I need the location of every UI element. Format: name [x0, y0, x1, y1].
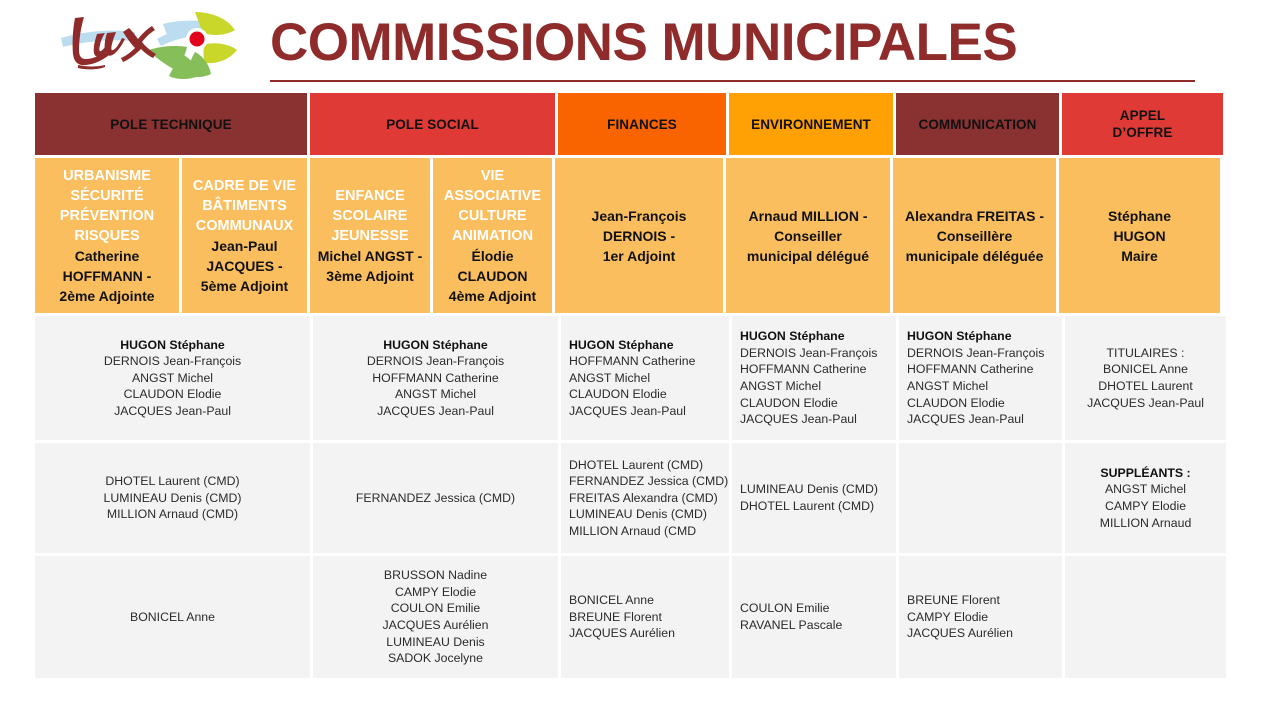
list-item: DERNOIS Jean-François	[366, 354, 505, 369]
name-list	[321, 337, 550, 420]
theme-line: RISQUES	[74, 227, 140, 244]
list-item: HUGON Stéphane	[569, 337, 674, 352]
theme-line: CULTURE	[458, 207, 527, 224]
list-item: HOFFMANN Catherine	[569, 354, 696, 369]
pole-header-label-line1: APPEL	[1119, 108, 1166, 123]
delegate-cell-environnement[interactable]	[726, 158, 893, 313]
list-item: COULON Emilie	[740, 601, 830, 616]
list-item: BONICEL Anne	[569, 593, 654, 608]
name-list	[321, 567, 550, 667]
title-underline	[270, 80, 1195, 82]
pole-header-pole-technique[interactable]	[35, 93, 310, 155]
person-line: Jean-François	[591, 207, 687, 224]
name-list	[569, 457, 729, 540]
list-item: JACQUES Aurélien	[907, 626, 1013, 641]
person-line: HUGON	[1113, 227, 1166, 244]
pole-header-row	[35, 93, 1226, 155]
person-line: HOFFMANN -	[62, 267, 152, 284]
list-item: SADOK Jocelyne	[387, 651, 483, 666]
table-cell-finances-cmd[interactable]	[561, 443, 732, 553]
theme-line: SÉCURITÉ	[70, 187, 144, 204]
list-item: JACQUES Aurélien	[382, 618, 489, 632]
list-item: DHOTEL Laurent (CMD)	[569, 457, 704, 472]
name-list	[1073, 345, 1218, 411]
list-item: FREITAS Alexandra (CMD)	[569, 490, 718, 505]
list-item: JACQUES Aurélien	[569, 626, 675, 641]
pole-header-label: FINANCES	[607, 116, 677, 132]
delegate-cell-urbanisme[interactable]	[35, 158, 182, 313]
pole-header-label-line2: D’OFFRE	[1112, 125, 1173, 140]
list-item: JACQUES Jean-Paul	[907, 412, 1024, 427]
list-item: CAMPY Elodie	[1104, 499, 1187, 513]
person-line: Conseiller	[774, 227, 842, 244]
list-item: CLAUDON Elodie	[740, 395, 838, 410]
list-item: CLAUDON Elodie	[907, 395, 1005, 410]
person-line: JACQUES -	[206, 257, 283, 274]
list-item: FERNANDEZ Jessica (CMD)	[569, 474, 729, 489]
person-line: 4ème Adjoint	[448, 287, 537, 304]
page-title: COMMISSIONS MUNICIPALES	[270, 13, 1018, 72]
person-line: Arnaud MILLION -	[748, 207, 868, 224]
table-cell-technique-cmd[interactable]	[35, 443, 313, 553]
person-line: Jean-Paul	[211, 237, 278, 254]
table-row	[35, 316, 1226, 440]
person-line: Catherine	[74, 247, 140, 264]
name-list	[740, 481, 888, 514]
theme-line: VIE	[480, 167, 505, 184]
theme-line: URBANISME	[63, 167, 151, 184]
theme-line: JEUNESSE	[331, 227, 409, 244]
list-item: MILLION Arnaud	[1099, 515, 1192, 530]
table-cell-social-titulaires[interactable]	[313, 316, 561, 440]
name-list	[43, 609, 302, 626]
name-list	[907, 328, 1054, 428]
table-cell-social-cmd[interactable]	[313, 443, 561, 553]
list-item: RAVANEL Pascale	[740, 618, 843, 632]
pole-header-label: COMMUNICATION	[918, 116, 1037, 132]
list-item: LUMINEAU Denis (CMD)	[103, 490, 242, 505]
title-block	[270, 12, 1200, 84]
table-cell-finances-membres[interactable]	[561, 556, 732, 678]
pole-header-finances[interactable]	[558, 93, 729, 155]
name-list	[1073, 465, 1218, 531]
delegate-cell-communication[interactable]	[893, 158, 1059, 313]
lux-logo	[45, 6, 240, 84]
person-line: Maire	[1121, 247, 1158, 264]
list-item: SUPPLÉANTS :	[1100, 465, 1191, 480]
table-cell-environnement-titulaires[interactable]	[732, 316, 899, 440]
list-item: DERNOIS Jean-François	[740, 345, 878, 360]
list-item: CAMPY Elodie	[907, 609, 989, 624]
list-item: DHOTEL Laurent	[1098, 379, 1193, 393]
person-line: municipale déléguée	[905, 247, 1044, 264]
list-item: JACQUES Jean-Paul	[377, 403, 494, 418]
list-item: ANGST Michel	[131, 370, 214, 385]
list-item: JACQUES Jean-Paul	[569, 403, 686, 418]
delegate-cell-vie-associative[interactable]	[433, 158, 555, 313]
list-item: DERNOIS Jean-François	[103, 354, 242, 369]
list-item: ANGST Michel	[907, 379, 989, 393]
theme-line: BÂTIMENTS	[202, 197, 287, 214]
pole-header-communication[interactable]	[896, 93, 1062, 155]
name-list	[907, 592, 1054, 642]
list-item: ANGST Michel	[1104, 482, 1187, 497]
list-item: HUGON Stéphane	[120, 337, 225, 352]
list-item: HUGON Stéphane	[907, 329, 1012, 344]
list-item: DHOTEL Laurent (CMD)	[740, 499, 875, 513]
person-line: 2ème Adjointe	[59, 287, 155, 304]
delegate-cell-appel-offre[interactable]	[1059, 158, 1220, 313]
list-item: HUGON Stéphane	[383, 337, 488, 352]
table-row	[35, 443, 1226, 553]
list-item: DERNOIS Jean-François	[907, 345, 1045, 360]
list-item: ANGST Michel	[569, 370, 651, 385]
theme-line: ENFANCE	[335, 187, 405, 204]
person-line: municipal délégué	[746, 247, 870, 264]
person-line: 1er Adjoint	[602, 247, 676, 264]
table-cell-social-membres[interactable]	[313, 556, 561, 678]
list-item: BONICEL Anne	[130, 609, 215, 624]
list-item: JACQUES Jean-Paul	[740, 412, 857, 427]
table-cell-finances-titulaires[interactable]	[561, 316, 732, 440]
table-cell-technique-membres[interactable]	[35, 556, 313, 678]
list-item: COULON Emilie	[390, 601, 481, 616]
commissions-table	[35, 93, 1226, 678]
table-cell-environnement-cmd[interactable]	[732, 443, 899, 553]
person-line: Alexandra FREITAS -	[905, 207, 1044, 224]
person-line: Conseillère	[936, 227, 1013, 244]
theme-line: PRÉVENTION	[59, 207, 155, 224]
table-cell-communication-titulaires[interactable]	[899, 316, 1065, 440]
list-item: ANGST Michel	[740, 379, 822, 393]
list-item: BONICEL Anne	[1103, 362, 1188, 377]
table-cell-appel-offre-suppleants[interactable]	[1065, 443, 1226, 553]
table-cell-environnement-membres[interactable]	[732, 556, 899, 678]
list-item: HUGON Stéphane	[740, 329, 845, 344]
person-line: Élodie	[471, 247, 514, 264]
pole-header-label: POLE SOCIAL	[386, 116, 479, 132]
list-item: HOFFMANN Catherine	[740, 362, 867, 377]
name-list	[43, 473, 302, 523]
table-cell-communication-cmd[interactable]	[899, 443, 1065, 553]
list-item: CLAUDON Elodie	[569, 387, 667, 402]
list-item: CLAUDON Elodie	[123, 387, 222, 402]
list-item: BRUSSON Nadine	[383, 568, 488, 583]
list-item: LUMINEAU Denis (CMD)	[740, 482, 879, 497]
person-line: 5ème Adjoint	[200, 277, 289, 294]
list-item: JACQUES Jean-Paul	[1087, 395, 1204, 410]
pole-header-environnement[interactable]	[729, 93, 896, 155]
list-item: CAMPY Elodie	[394, 584, 477, 599]
table-cell-communication-membres[interactable]	[899, 556, 1065, 678]
list-item: FERNANDEZ Jessica (CMD)	[355, 490, 516, 505]
delegates-row	[35, 158, 1226, 313]
list-item: JACQUES Jean-Paul	[114, 403, 231, 418]
list-item: HOFFMANN Catherine	[372, 370, 499, 385]
pole-header-pole-social[interactable]	[310, 93, 558, 155]
list-item: BREUNE Florent	[907, 593, 1000, 608]
table-cell-appel-offre-titulaires[interactable]	[1065, 316, 1226, 440]
name-list	[569, 592, 721, 642]
list-item: LUMINEAU Denis	[386, 634, 485, 649]
theme-line: ANIMATION	[451, 227, 534, 244]
pole-header-label: POLE TECHNIQUE	[110, 116, 232, 132]
theme-line: CADRE DE VIE	[192, 177, 297, 194]
delegate-cell-enfance[interactable]	[310, 158, 433, 313]
name-list	[569, 337, 721, 420]
person-line: 3ème Adjoint	[326, 267, 414, 284]
list-item: HOFFMANN Catherine	[907, 362, 1034, 377]
list-item: MILLION Arnaud (CMD)	[106, 507, 239, 522]
list-item: ANGST Michel	[394, 387, 477, 402]
theme-line: ASSOCIATIVE	[443, 187, 542, 204]
name-list	[740, 600, 888, 633]
list-item: LUMINEAU Denis (CMD)	[569, 507, 708, 522]
pole-header-appel-offre[interactable]	[1062, 93, 1223, 155]
list-item: TITULAIRES :	[1106, 345, 1185, 360]
theme-line: SCOLAIRE	[332, 207, 408, 224]
pole-header-label: ENVIRONNEMENT	[751, 116, 871, 132]
list-item: BREUNE Florent	[569, 609, 662, 624]
person-line: CLAUDON	[457, 267, 528, 284]
list-item: MILLION Arnaud (CMD	[569, 523, 697, 538]
table-cell-technique-titulaires[interactable]	[35, 316, 313, 440]
delegate-cell-cadre-de-vie[interactable]	[182, 158, 310, 313]
person-line: Michel ANGST -	[317, 247, 423, 264]
table-row	[35, 556, 1226, 678]
name-list	[43, 337, 302, 420]
delegate-cell-finances[interactable]	[555, 158, 726, 313]
list-item: DHOTEL Laurent (CMD)	[105, 474, 240, 489]
person-line: DERNOIS -	[602, 227, 676, 244]
person-line: Stéphane	[1107, 207, 1171, 224]
theme-line: COMMUNAUX	[195, 217, 294, 234]
slide-header	[0, 0, 1261, 93]
name-list	[321, 490, 550, 507]
name-list	[740, 328, 888, 428]
table-cell-appel-offre-membres[interactable]	[1065, 556, 1226, 678]
